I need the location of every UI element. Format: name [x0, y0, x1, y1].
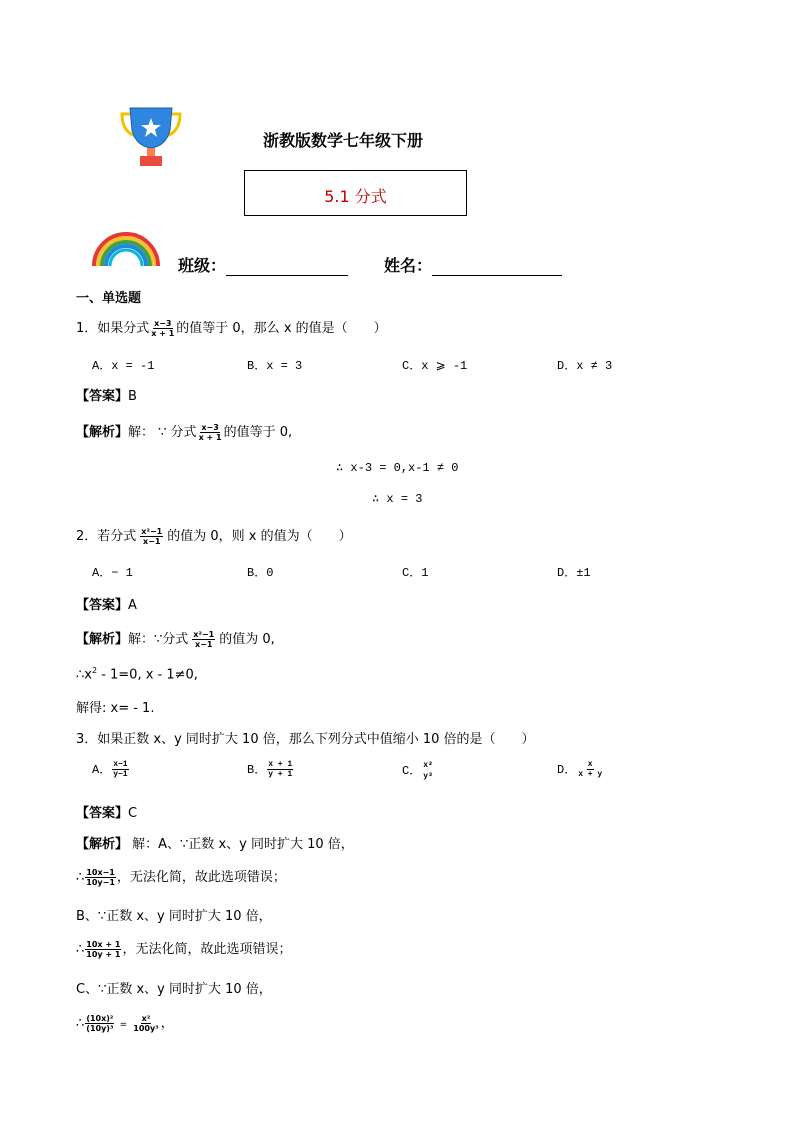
q2-prefix: 2．若分式 — [76, 529, 137, 544]
q3-step-c-num-2: x² — [141, 1014, 151, 1023]
q3-step-c-therefore: ∴ — [76, 1016, 85, 1031]
name-label: 姓名： — [384, 256, 433, 275]
q1-fraction — [150, 319, 175, 338]
section-title: 5.1 分式 — [324, 187, 387, 206]
q3-answer-value: C — [128, 806, 138, 821]
q2-step1-b: - 1=0, x - 1≠0, — [97, 667, 198, 683]
q3-analysis-label: 【解析】 — [76, 837, 129, 852]
q3-option-a-num: x−1 — [113, 760, 128, 770]
q2-answer-value: A — [128, 598, 137, 613]
q3-step-c-den-2: 100y³ — [133, 1024, 159, 1033]
q3-step-c-fraction-1 — [85, 1014, 114, 1033]
q1-answer — [76, 385, 137, 404]
q3-option-b-num: x + 1 — [268, 760, 293, 770]
q3-step-b — [76, 938, 291, 959]
q3-option-d — [557, 760, 604, 779]
q1-analysis-fraction — [198, 423, 223, 442]
q1-analysis-label: 【解析】 — [76, 425, 129, 440]
q2-suffix: 的值为 0，则 x 的值为（ ） — [167, 529, 352, 544]
q2-analysis-fraction — [192, 630, 215, 649]
q1-analysis-prefix: 解： ∵ 分式 — [128, 425, 197, 440]
q2-option-d: D．±1 — [557, 566, 591, 580]
q3-option-a-fraction — [112, 760, 128, 779]
q3-step-a — [76, 866, 286, 887]
question-2 — [76, 525, 352, 546]
class-label: 班级： — [178, 256, 227, 275]
q1-option-c: C．x ⩾ -1 — [402, 359, 468, 373]
q2-analysis-frac-num: x²−1 — [193, 630, 215, 639]
q2-step1-sup: 2 — [91, 666, 98, 675]
q3-step-b-therefore: ∴ — [76, 942, 85, 957]
q1-option-a: A．x = -1 — [92, 359, 155, 373]
q1-analysis-frac-den: x + 1 — [198, 433, 222, 442]
q1-step-2: ∴ x = 3 — [372, 492, 423, 506]
q3-step-b-num: 10x + 1 — [86, 940, 121, 949]
q3-step-a-fraction — [85, 868, 116, 887]
q3-step-b-line: B、∵正数 x、y 同时扩大 10 倍， — [76, 909, 272, 924]
q2-option-b: B．0 — [247, 566, 274, 580]
q1-suffix: 的值等于 0，那么 x 的值是（ ） — [176, 321, 387, 336]
q3-step-c-fraction-2 — [132, 1014, 159, 1033]
name-field — [384, 253, 562, 276]
q3-step-a-therefore: ∴ — [76, 870, 85, 885]
q2-step-1 — [76, 666, 198, 682]
q1-prefix: 1．如果分式 — [76, 321, 150, 336]
q1-answer-value: B — [128, 389, 137, 404]
q2-fraction — [140, 527, 163, 546]
q2-analysis-label: 【解析】 — [76, 632, 129, 647]
q3-step-a-num: 10x−1 — [86, 868, 115, 877]
q3-answer-label: 【答案】 — [76, 806, 129, 821]
q3-step-c-text: ， — [160, 1016, 174, 1031]
q1-analysis — [76, 421, 292, 442]
q3-analysis — [76, 833, 354, 852]
q2-analysis-suffix: 的值为 0, — [219, 632, 275, 647]
q3-option-c-num: x² — [423, 761, 433, 770]
q2-answer-label: 【答案】 — [76, 598, 129, 613]
q3-step-c-line: C、∵正数 x、y 同时扩大 10 倍， — [76, 982, 272, 997]
q2-option-c: C．1 — [402, 566, 429, 580]
q3-option-a — [92, 760, 130, 779]
q3-option-c — [402, 760, 435, 782]
section-title-box — [244, 170, 467, 216]
trophy-icon — [118, 104, 184, 170]
page-title: 浙教版数学七年级下册 — [263, 131, 424, 150]
q2-step-2: 解得: x= - 1. — [76, 701, 155, 716]
q3-option-d-den: x + y — [578, 770, 603, 780]
q1-analysis-frac-num: x−3 — [201, 423, 219, 432]
q3-option-b-den: y + 1 — [268, 770, 293, 780]
q1-frac-num: x−3 — [154, 319, 172, 328]
section-heading: 一、单选题 — [76, 291, 142, 306]
q2-option-a: A．− 1 — [92, 566, 133, 580]
q3-option-b — [247, 760, 294, 779]
q3-step-b-text: ，无法化简，故此选项错误； — [122, 942, 292, 957]
q1-option-d: D．x ≠ 3 — [557, 359, 613, 373]
q3-step-b-den: 10y + 1 — [86, 950, 121, 959]
q3-option-d-num: x — [587, 760, 593, 770]
q1-step-1: ∴ x-3 = 0,x-1 ≠ 0 — [336, 461, 459, 475]
q3-step-c — [76, 1012, 174, 1033]
q2-analysis — [76, 628, 275, 649]
class-blank[interactable] — [226, 257, 348, 276]
q3-step-a-text: ，无法化简，故此选项错误； — [116, 870, 286, 885]
q3-option-d-label: D． — [557, 763, 577, 777]
q3-analysis-text: 解：A、∵正数 x、y 同时扩大 10 倍， — [128, 837, 354, 852]
class-field — [178, 253, 348, 276]
q2-analysis-prefix: 解：∵分式 — [128, 632, 189, 647]
rainbow-icon — [90, 226, 162, 268]
q3-step-b-fraction — [85, 940, 121, 959]
q3-option-c-label: C． — [402, 764, 422, 779]
q3-option-a-label: A． — [92, 763, 112, 777]
name-blank[interactable] — [432, 257, 562, 276]
q2-analysis-frac-den: x−1 — [195, 640, 213, 649]
q2-frac-num: x²−1 — [141, 527, 163, 536]
q3-step-a-den: 10y−1 — [86, 878, 115, 887]
q2-answer — [76, 594, 137, 613]
q3-option-b-fraction — [267, 760, 293, 779]
q3-option-b-label: B． — [247, 763, 267, 777]
question-1 — [76, 317, 387, 338]
q1-analysis-suffix: 的值等于 0, — [223, 425, 293, 440]
q3-option-d-fraction — [577, 760, 603, 779]
q1-frac-den: x + 1 — [151, 329, 175, 338]
q1-option-b: B．x = 3 — [247, 359, 303, 373]
q3-option-c-fraction — [422, 760, 434, 782]
q3-step-c-num-1: (10x)² — [86, 1014, 114, 1023]
q3-answer — [76, 802, 137, 821]
q2-step1-a: ∴x — [76, 667, 92, 683]
question-3: 3．如果正数 x、y 同时扩大 10 倍，那么下列分式中值缩小 10 倍的是（ ） — [76, 732, 535, 747]
q3-step-c-den-1: (10y)³ — [86, 1024, 114, 1033]
q3-step-c-equals: = — [119, 1020, 128, 1030]
q3-option-c-den: y³ — [423, 772, 433, 781]
q1-answer-label: 【答案】 — [76, 389, 129, 404]
q3-option-a-den: y−1 — [113, 770, 128, 780]
q2-frac-den: x−1 — [143, 537, 161, 546]
